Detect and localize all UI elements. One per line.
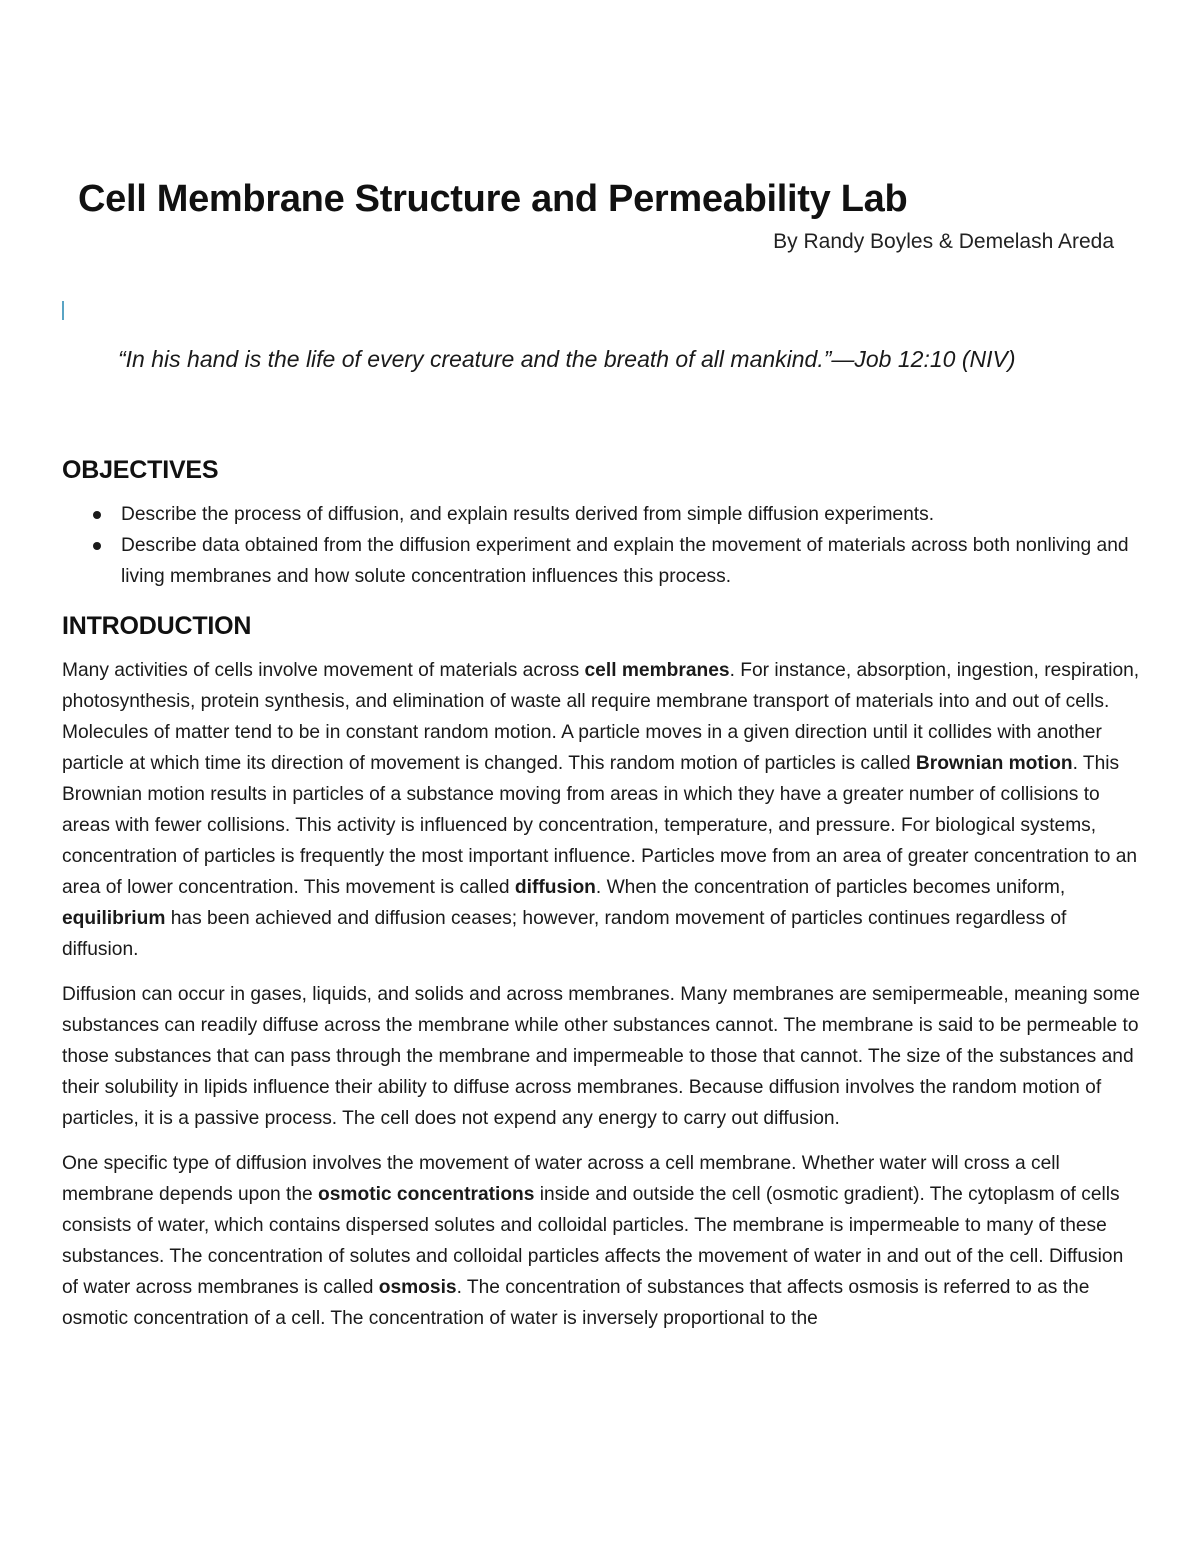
text-run: One specific type of diffusion involves the movement of water across a cell membrane. Whether water will cross a cell membrane depends upon the xyxy=(62,1153,1060,1205)
document-body xyxy=(62,456,1142,1348)
text-run: . This Brownian motion results in particles of a substance moving from areas in which they have a greater number of collisions to areas with fewer collisions. This activity is influenced by concentration, temperature, and pressure. For biological systems, concentration of particles is frequently the most important influence. Particles move from an area of greater concentration to an area of lower concentration. This movement is called xyxy=(62,753,1138,898)
intro-paragraph-3 xyxy=(62,1148,1142,1334)
objectives-heading: OBJECTIVES xyxy=(62,456,219,484)
term-osmosis: osmosis xyxy=(378,1277,457,1298)
intro-paragraph-1 xyxy=(62,655,1142,965)
text-run: Many activities of cells involve movement of materials across xyxy=(62,660,585,681)
bullet-icon xyxy=(93,511,101,519)
objective-text: Describe the process of diffusion, and explain results derived from simple diffusion experiments. xyxy=(121,504,935,525)
text-run: . The concentration of substances that affects osmosis is referred to as the osmotic concentration of a cell. The concentration of water is inversely proportional to the xyxy=(62,1277,1090,1329)
term-cell-membranes: cell membranes xyxy=(584,660,730,681)
text-cursor xyxy=(62,301,64,320)
term-equilibrium: equilibrium xyxy=(62,908,166,929)
document-authors: By Randy Boyles & Demelash Areda xyxy=(773,230,1114,253)
list-item xyxy=(62,499,1142,530)
objectives-list xyxy=(62,499,1142,592)
intro-paragraph-2: Diffusion can occur in gases, liquids, and solids and across membranes. Many membranes are semipermeable, meaning some substances can readily diffuse across the membrane while other substances cannot. The membrane is said to be permeable to those substances that can pass through the membrane and impermeable to those that cannot. The size of the substances and their solubility in lipids influence their ability to diffuse across membranes. Because diffusion involves the random motion of particles, it is a passive process. The cell does not expend any energy to carry out diffusion. xyxy=(62,984,1140,1129)
text-run: . For instance, absorption, ingestion, respiration, photosynthesis, protein synthesis, and elimination of waste all require membrane transport of materials into and out of cells. Molecules of matter tend to be in constant random motion. A particle moves in a given direction until it collides with another particle at which time its direction of movement is changed. This random motion of particles is called xyxy=(62,660,1140,774)
list-item xyxy=(62,530,1142,592)
document-title: Cell Membrane Structure and Permeability Lab xyxy=(78,178,908,220)
text-run: . When the concentration of particles becomes uniform, xyxy=(595,877,1066,898)
introduction-heading: INTRODUCTION xyxy=(62,612,252,640)
epigraph-quote: “In his hand is the life of every creature and the breath of all mankind.”—Job 12:10 (NIV) xyxy=(118,346,1016,372)
text-run: inside and outside the cell (osmotic gradient). The cytoplasm of cells consists of water, which contains dispersed solutes and colloidal particles. The membrane is impermeable to many of these substances. The concentration of solutes and colloidal particles affects the movement of water in and out of the cell. Diffusion of water across membranes is called xyxy=(62,1184,1124,1298)
term-osmotic-concentrations: osmotic concentrations xyxy=(318,1184,535,1205)
bullet-icon xyxy=(93,542,101,550)
objective-text: Describe data obtained from the diffusion experiment and explain the movement of materials across both nonliving and living membranes and how solute concentration influences this process. xyxy=(121,535,1129,587)
term-diffusion: diffusion xyxy=(514,877,596,898)
term-brownian-motion: Brownian motion xyxy=(915,753,1073,774)
text-run: has been achieved and diffusion ceases; however, random movement of particles continues regardless of diffusion. xyxy=(62,908,1067,960)
